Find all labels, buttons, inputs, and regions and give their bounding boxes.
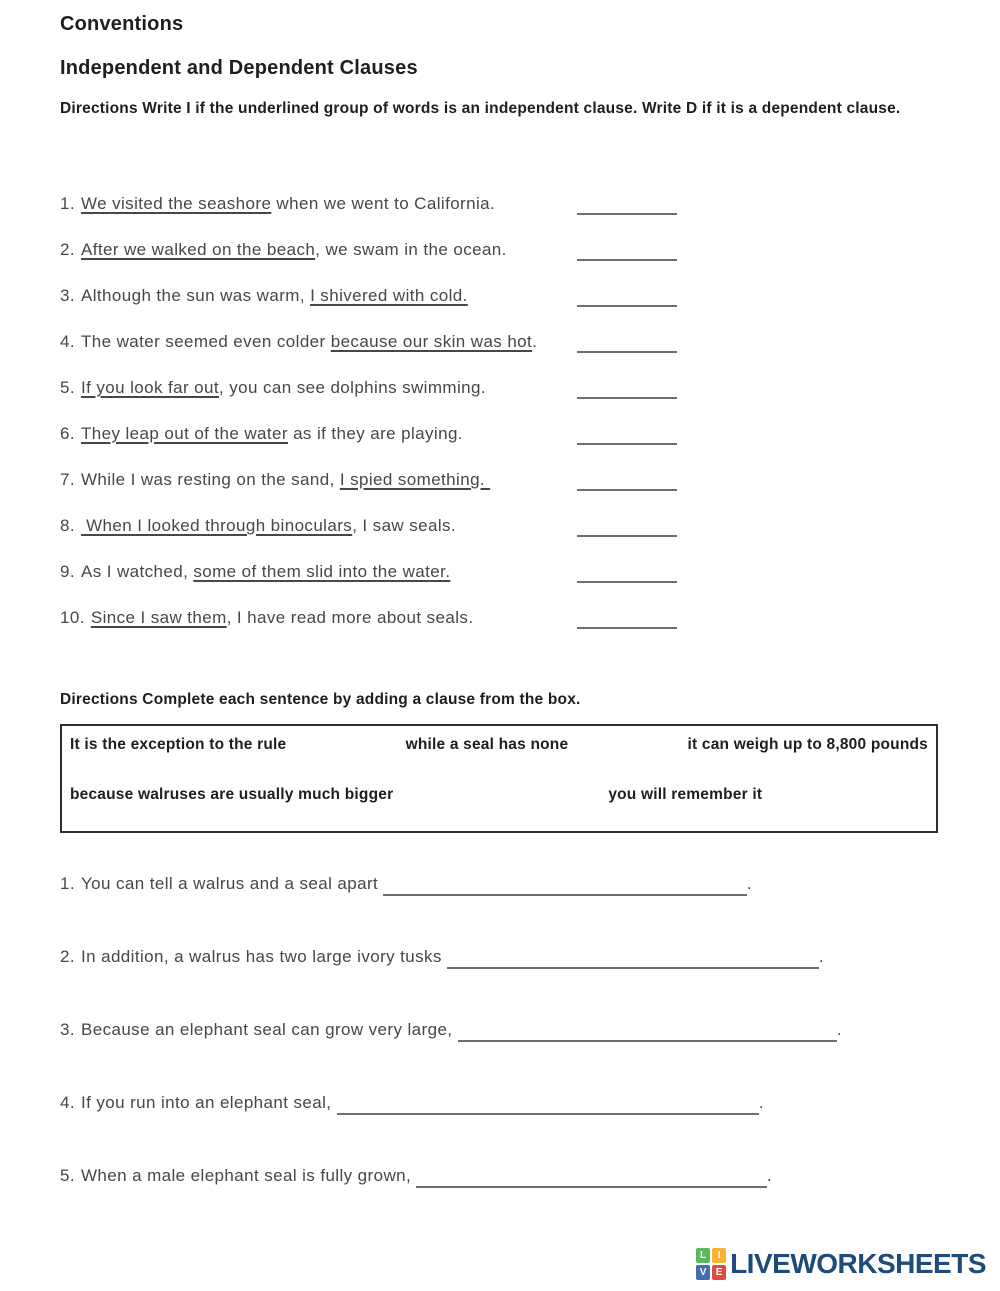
- item-number: 5.: [60, 378, 75, 397]
- clause-item: [60, 561, 780, 583]
- item-number: 10.: [60, 608, 85, 627]
- answer-blank[interactable]: [577, 331, 677, 353]
- clause-text: , you can see dolphins swimming.: [219, 378, 486, 397]
- underlined-clause: because our skin was hot: [330, 332, 533, 351]
- logo-tile-v: V: [696, 1265, 710, 1280]
- answer-blank[interactable]: [383, 876, 747, 896]
- clause-text: , I saw seals.: [352, 516, 457, 535]
- answer-blank[interactable]: [458, 1022, 837, 1042]
- clause-item: [60, 285, 780, 307]
- clause-text: , we swam in the ocean.: [315, 240, 507, 259]
- fill-in-item: [60, 1018, 842, 1042]
- answer-blank[interactable]: [577, 193, 677, 215]
- item-number: 5.: [60, 1166, 75, 1185]
- sentence-stem: Because an elephant seal can grow very large,: [80, 1020, 458, 1039]
- exercise2-directions: Directions Complete each sentence by adding a clause from the box.: [60, 691, 581, 708]
- item-number: 2.: [60, 240, 75, 259]
- underlined-clause: I shivered with cold.: [310, 286, 468, 305]
- underlined-clause: I spied something.: [339, 470, 491, 489]
- item-number: 3.: [60, 1020, 75, 1039]
- word-box-clause: you will remember it: [608, 786, 763, 803]
- sentence-period: .: [758, 1093, 764, 1112]
- sentence-stem: In addition, a walrus has two large ivory tusks: [80, 947, 447, 966]
- exercise1-directions: Directions Write I if the underlined group of words is an independent clause. Write D if it is a dependent clause.: [60, 100, 901, 117]
- item-number: 4.: [60, 332, 75, 351]
- item-number: 7.: [60, 470, 75, 489]
- item-number: 8.: [60, 516, 75, 535]
- page-subtitle: Independent and Dependent Clauses: [60, 57, 418, 79]
- answer-blank[interactable]: [577, 377, 677, 399]
- sentence-period: .: [746, 874, 752, 893]
- item-number: 6.: [60, 424, 75, 443]
- underlined-clause: After we walked on the beach: [80, 240, 316, 259]
- clause-text: when we went to California.: [271, 194, 496, 213]
- word-box-clause: while a seal has none: [405, 736, 569, 753]
- answer-blank[interactable]: [447, 949, 819, 969]
- answer-blank[interactable]: [337, 1095, 759, 1115]
- item-number: 4.: [60, 1093, 75, 1112]
- underlined-clause: They leap out of the water: [80, 424, 288, 443]
- liveworksheets-tiles-icon: [696, 1248, 726, 1280]
- answer-blank[interactable]: [577, 239, 677, 261]
- answer-blank[interactable]: [577, 607, 677, 629]
- clause-item: [60, 607, 780, 629]
- clause-item: [60, 193, 780, 215]
- clause-text: The water seemed even colder: [80, 332, 331, 351]
- underlined-clause: If you look far out: [80, 378, 219, 397]
- liveworksheets-logo[interactable]: [696, 1248, 986, 1280]
- fill-in-item: [60, 872, 752, 896]
- underlined-clause: Since I saw them: [90, 608, 227, 627]
- clause-word-box: [60, 724, 938, 833]
- fill-in-item: [60, 1164, 772, 1188]
- logo-tile-e: E: [712, 1265, 726, 1280]
- clause-item: [60, 515, 780, 537]
- clause-text: While I was resting on the sand,: [80, 470, 340, 489]
- clause-text: as if they are playing.: [287, 424, 463, 443]
- exercise1-item-list: [60, 193, 780, 653]
- clause-text: , I have read more about seals.: [226, 608, 474, 627]
- exercise2-item-list: [60, 872, 842, 1237]
- word-box-clause: It is the exception to the rule: [70, 736, 287, 753]
- item-number: 9.: [60, 562, 75, 581]
- answer-blank[interactable]: [577, 423, 677, 445]
- word-box-clause: because walruses are usually much bigger: [70, 786, 394, 803]
- answer-blank[interactable]: [577, 285, 677, 307]
- sentence-period: .: [818, 947, 824, 966]
- sentence-period: .: [836, 1020, 842, 1039]
- clause-item: [60, 331, 780, 353]
- sentence-period: .: [766, 1166, 772, 1185]
- underlined-clause: We visited the seashore: [80, 194, 272, 213]
- fill-in-item: [60, 1091, 764, 1115]
- sentence-stem: You can tell a walrus and a seal apart: [80, 874, 384, 893]
- word-box-row-1: [70, 736, 928, 754]
- item-number: 3.: [60, 286, 75, 305]
- item-number: 1.: [60, 874, 75, 893]
- answer-blank[interactable]: [416, 1168, 767, 1188]
- clause-text: .: [532, 332, 538, 351]
- clause-item: [60, 239, 780, 261]
- logo-tile-l: L: [696, 1248, 710, 1263]
- fill-in-item: [60, 945, 824, 969]
- clause-item: [60, 423, 780, 445]
- clause-text: As I watched,: [80, 562, 194, 581]
- clause-text: Although the sun was warm,: [80, 286, 311, 305]
- answer-blank[interactable]: [577, 469, 677, 491]
- underlined-clause: When I looked through binoculars: [80, 516, 353, 535]
- page-title: Conventions: [60, 13, 184, 35]
- logo-tile-i: I: [712, 1248, 726, 1263]
- item-number: 2.: [60, 947, 75, 966]
- sentence-stem: When a male elephant seal is fully grown,: [80, 1166, 417, 1185]
- underlined-clause: some of them slid into the water.: [193, 562, 451, 581]
- answer-blank[interactable]: [577, 561, 677, 583]
- sentence-stem: If you run into an elephant seal,: [80, 1093, 337, 1112]
- word-box-row-2: [70, 786, 928, 804]
- liveworksheets-logo-text: LIVEWORKSHEETS: [730, 1248, 986, 1279]
- answer-blank[interactable]: [577, 515, 677, 537]
- clause-item: [60, 377, 780, 399]
- clause-item: [60, 469, 780, 491]
- word-box-clause: it can weigh up to 8,800 pounds: [687, 736, 928, 753]
- item-number: 1.: [60, 194, 75, 213]
